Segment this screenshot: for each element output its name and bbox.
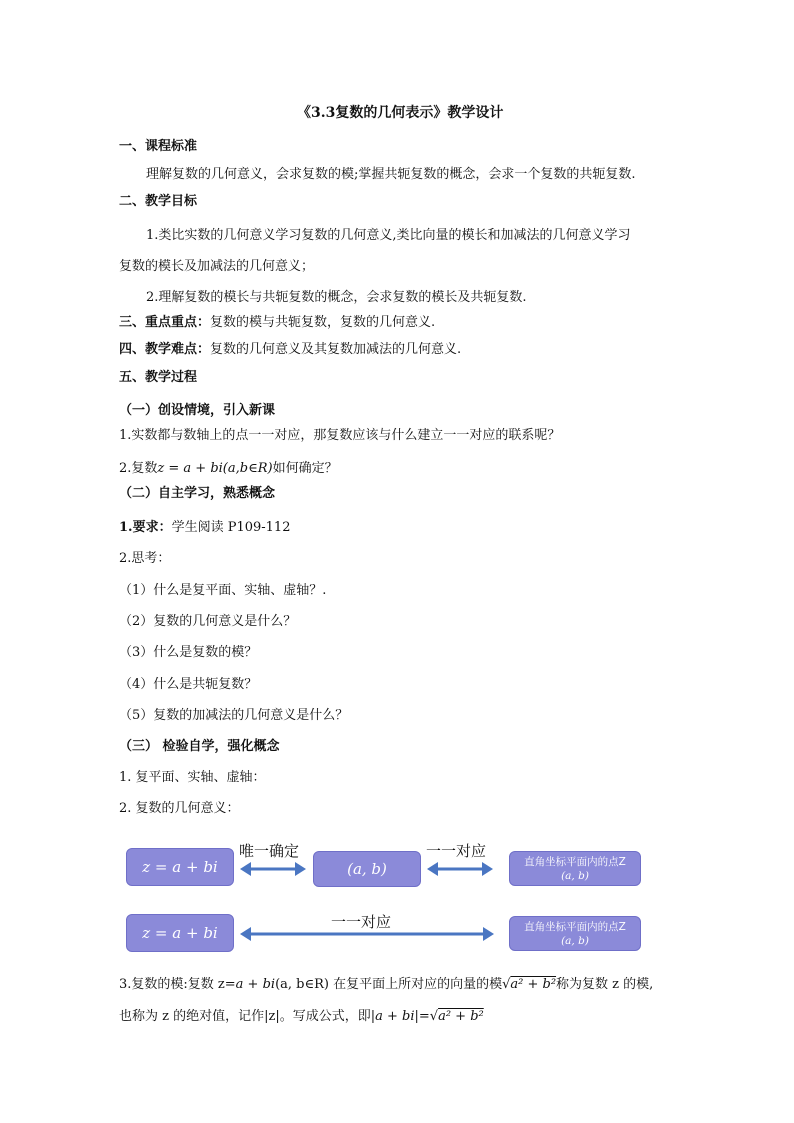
diagram-row1-box-complex-text: z = a + bi bbox=[142, 858, 218, 876]
diagram-row1-box-point bbox=[509, 851, 641, 886]
part-2-req-text: 学生阅读 P109-112 bbox=[171, 520, 291, 535]
section-5-heading: 五、教学过程 bbox=[119, 370, 198, 385]
part-1-q2-suffix: 如何确定？ bbox=[272, 461, 338, 476]
section-4-heading: 四、教学难点： bbox=[119, 342, 211, 357]
modulus-line-1 bbox=[119, 976, 653, 994]
modulus-line-2 bbox=[119, 1008, 484, 1026]
double-arrow-icon bbox=[427, 861, 493, 877]
section-4 bbox=[119, 341, 461, 359]
modulus-line1-c: 称为复数 z 的模, bbox=[556, 977, 654, 992]
part-2-requirement bbox=[119, 519, 290, 537]
part-3-item-1: 1. 复平面、实轴、虚轴： bbox=[119, 770, 266, 785]
section-4-text: 复数的几何意义及其复数加减法的几何意义. bbox=[210, 342, 462, 357]
section-3-text: 复数的模与共轭复数，复数的几何意义. bbox=[210, 315, 436, 330]
part-1-q2-math: z = a + bi(a,b∈R) bbox=[157, 461, 273, 476]
diagram-row1-box-pair-text: (a, b) bbox=[347, 860, 387, 878]
part-2-item-3: （3）什么是复数的模？ bbox=[119, 645, 258, 660]
section-1-heading: 一、课程标准 bbox=[119, 139, 198, 154]
diagram-row2-box-point-line1: 直角坐标平面内的点Z bbox=[524, 920, 626, 933]
modulus-line1-b: (a, b∈R) 在复平面上所对应的向量的模 bbox=[275, 977, 503, 992]
section-2-line1b: 复数的模长及加减法的几何意义； bbox=[119, 259, 315, 274]
modulus-line2-math: a + bi bbox=[375, 1009, 415, 1024]
diagram-row1-label-unique: 唯一确定 bbox=[239, 842, 300, 860]
doc-title: 《3.3复数的几何表示》教学设计 bbox=[297, 105, 504, 121]
sqrt-sign: √ bbox=[429, 1009, 439, 1024]
diagram-row2-box-complex-text: z = a + bi bbox=[142, 924, 218, 942]
part-1-q2-prefix: 2.复数 bbox=[119, 461, 158, 476]
diagram-row2-label-correspond: 一一对应 bbox=[331, 913, 392, 931]
modulus-line2-sqrt: a² + b² bbox=[438, 1009, 484, 1024]
part-3-heading: （三） 检验自学，强化概念 bbox=[119, 739, 280, 754]
diagram-row1-box-point-line2: (a, b) bbox=[561, 869, 589, 882]
modulus-line1-a: 3.复数的模:复数 z= bbox=[119, 977, 236, 992]
part-2-item-4: （4）什么是共轭复数？ bbox=[119, 677, 258, 692]
part-2-item-1: （1）什么是复平面、实轴、虚轴？. bbox=[119, 583, 327, 598]
diagram-row2-box-point bbox=[509, 916, 641, 951]
modulus-line2-a: 也称为 z 的绝对值，记作|z|。写成公式，即| bbox=[119, 1009, 376, 1024]
diagram-row1-label-correspond: 一一对应 bbox=[426, 842, 487, 860]
diagram-row1-box-complex bbox=[126, 848, 234, 886]
section-3-heading: 三、重点重点： bbox=[119, 315, 211, 330]
part-1-q2 bbox=[119, 460, 338, 478]
part-2-item-2: （2）复数的几何意义是什么？ bbox=[119, 614, 297, 629]
modulus-line1-math: a + bi bbox=[235, 977, 276, 992]
section-2-line2: 2.理解复数的模长与共轭复数的概念，会求复数的模长及共轭复数. bbox=[146, 290, 527, 305]
section-2-line1: 1.类比实数的几何意义学习复数的几何意义,类比向量的模长和加减法的几何意义学习 bbox=[146, 228, 631, 243]
part-2-item-5: （5）复数的加减法的几何意义是什么？ bbox=[119, 708, 349, 723]
diagram-row2-box-complex bbox=[126, 914, 234, 952]
part-1-heading: （一）创设情境，引入新课 bbox=[119, 403, 276, 418]
part-3-item-2: 2. 复数的几何意义： bbox=[119, 801, 240, 816]
part-1-q1: 1.实数都与数轴上的点一一对应，那复数应该与什么建立一一对应的联系呢？ bbox=[119, 428, 561, 443]
modulus-line2-b: |= bbox=[414, 1009, 430, 1024]
section-1-text: 理解复数的几何意义，会求复数的模;掌握共轭复数的概念，会求一个复数的共轭复数. bbox=[146, 167, 636, 182]
diagram-row2-box-point-line2: (a, b) bbox=[561, 934, 589, 947]
diagram-row1-box-pair bbox=[313, 851, 421, 887]
diagram-row1-box-point-line1: 直角坐标平面内的点Z bbox=[524, 855, 626, 868]
part-2-think: 2.思考： bbox=[119, 551, 171, 566]
section-3 bbox=[119, 314, 435, 332]
double-arrow-icon bbox=[240, 861, 306, 877]
section-2-heading: 二、教学目标 bbox=[119, 194, 198, 209]
modulus-line1-sqrt: a² + b² bbox=[510, 977, 557, 992]
part-2-req-label: 1.要求： bbox=[119, 520, 172, 535]
sqrt-sign: √ bbox=[502, 977, 511, 992]
part-2-heading: （二）自主学习，熟悉概念 bbox=[119, 486, 276, 501]
double-arrow-icon bbox=[240, 926, 494, 942]
